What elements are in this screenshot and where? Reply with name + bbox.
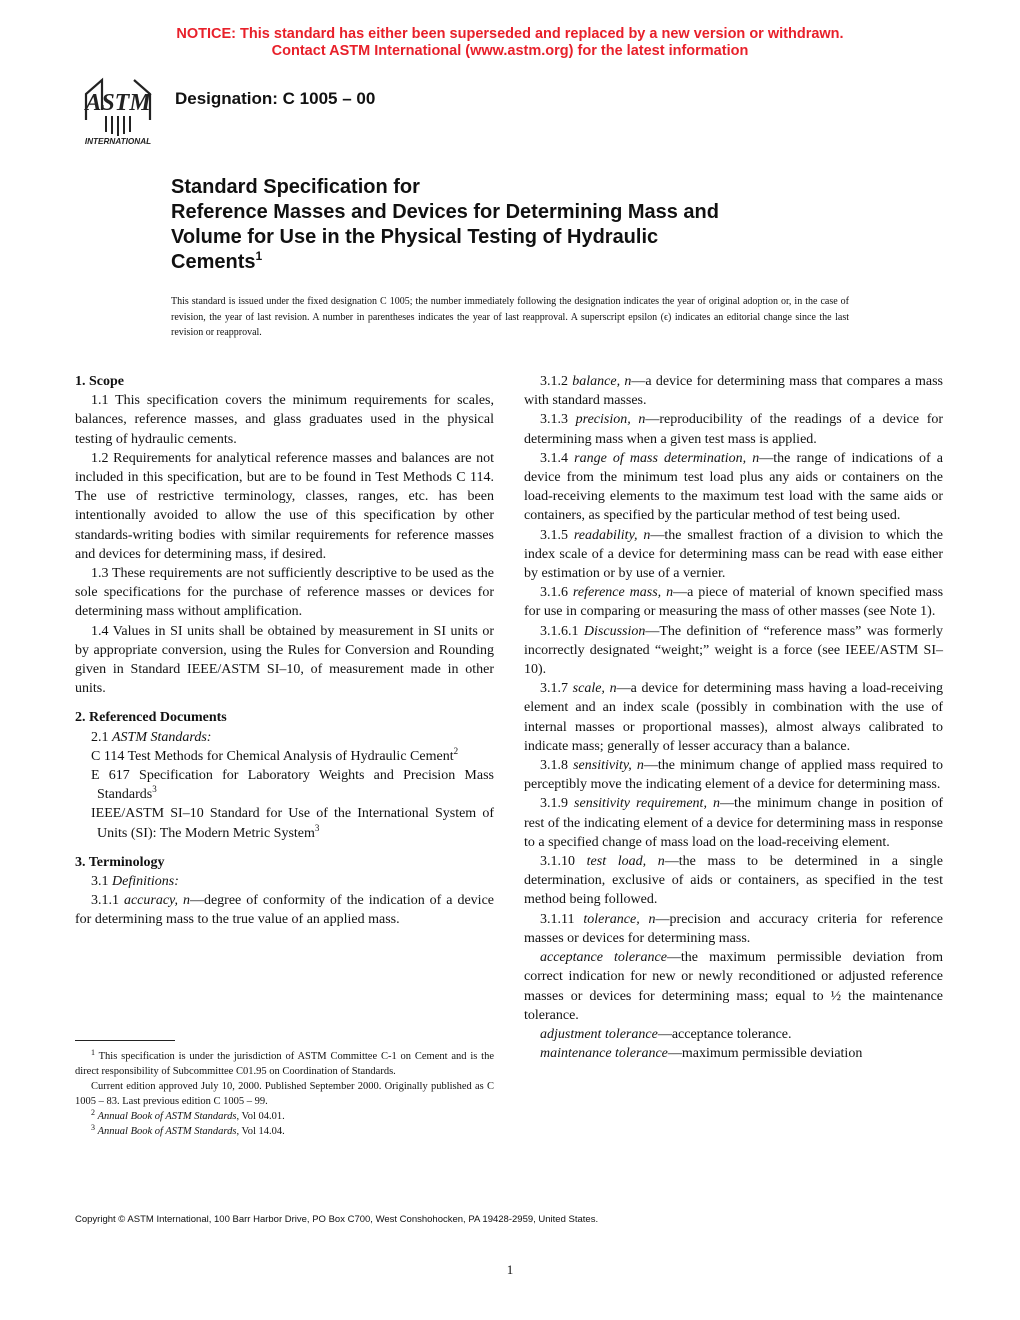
footnote-1-edition: Current edition approved July 10, 2000. Published September 2000. Originally published as C 1005 – 83. Last previous edition C 1005 – 99. xyxy=(75,1081,494,1107)
footnote-3 xyxy=(75,1124,494,1139)
right-column xyxy=(524,372,943,1063)
defined-term: precision, n xyxy=(575,412,646,428)
footnote-mark: 2 xyxy=(453,745,459,756)
designation: Designation: C 1005 – 00 xyxy=(175,89,376,108)
astm-logo xyxy=(76,76,160,146)
title-line-3: Volume for Use in the Physical Testing of Hydraulic xyxy=(171,226,659,248)
definition-text: —degree of conformity of the indication of a device for determining mass to the true value of an applied mass. xyxy=(75,893,495,928)
definition-sensitivity-requirement xyxy=(524,794,943,852)
definition-acceptance-tolerance xyxy=(524,948,943,1025)
clause-number: 3.1.5 xyxy=(540,527,574,543)
footnote-text: Annual Book of ASTM Standards xyxy=(97,1111,237,1122)
defined-term: maintenance tolerance xyxy=(540,1046,668,1062)
definition-text: —the maximum permissible deviation from correct indication for new or newly reconditioned or adjusted reference masses or devices for determining mass; equal to ½ the maintenance tolerance. xyxy=(524,950,944,1023)
footnote-divider xyxy=(75,1040,175,1041)
definition-text: —the range of indications of a device from the minimum test load plus any aids or containers on the load-receiving elements to the maximum test load with the same aids or containers, as specified by the particular method of test being used. xyxy=(524,450,943,524)
defined-term: accuracy, n xyxy=(123,893,190,909)
left-column xyxy=(75,372,494,930)
footnote-2 xyxy=(75,1109,494,1124)
definition-scale xyxy=(524,679,943,756)
paragraph-2-1 xyxy=(75,728,494,747)
definition-test-load xyxy=(524,852,943,910)
definition-maintenance-tolerance xyxy=(524,1044,943,1063)
clause-number: 3.1.6 xyxy=(540,585,573,601)
clause-number: 2.1 xyxy=(91,729,112,745)
paragraph-3-1 xyxy=(75,872,494,891)
definition-text: —the minimum change of applied mass required to perceptibly move the indicating element of a device for determining mass. xyxy=(524,758,944,793)
notice-line-2: Contact ASTM International (www.astm.org) for the latest information xyxy=(271,43,749,59)
reference-c114 xyxy=(75,747,494,766)
paragraph-1-3: 1.3 These requirements are not sufficiently descriptive to be used as the sole specifications for the purchase of reference masses or devices for determining mass without amplification. xyxy=(75,566,494,620)
section-heading-scope: 1. Scope xyxy=(75,374,124,389)
defined-term: sensitivity requirement, n xyxy=(574,796,720,812)
definition-sensitivity xyxy=(524,756,943,794)
issued-note: This standard is issued under the fixed designation C 1005; the number immediately following the designation indicates the year of original adoption or, in the case of revision, the year of last revision. A number in parentheses indicates the year of last reapproval. A superscript epsilon (ϵ) indicates an editorial change since the last revision or reapproval. xyxy=(171,296,849,338)
definition-accuracy xyxy=(75,891,494,929)
definition-reference-mass xyxy=(524,583,943,621)
defined-term: reference mass, n xyxy=(572,585,674,601)
clause-number: 3.1.8 xyxy=(540,758,574,774)
clause-number: 3.1 xyxy=(91,874,112,890)
footnote-mark: 2 xyxy=(91,1108,95,1117)
astm-logo-icon xyxy=(76,76,160,146)
discussion-reference-mass xyxy=(524,622,943,680)
definition-text: —a piece of material of known specified mass for use in comparing or measuring the mass of other masses (see Note 1). xyxy=(524,585,944,620)
definition-balance xyxy=(524,372,943,410)
paragraph-1-1: 1.1 This specification covers the minimum requirements for scales, balances, reference masses, and glass graduates used in the physical testing of hydraulic cements. xyxy=(75,393,494,447)
definition-text: —the smallest fraction of a division to which the index scale of a device for determining mass can be read with ease either by estimation or by use of a vernier. xyxy=(524,527,944,582)
clause-number: 3.1.11 xyxy=(540,911,584,927)
section-heading-terminology: 3. Terminology xyxy=(75,854,165,870)
definition-text: —the minimum change in position of rest of the indicating element of a device for determining mass in response to a specified change of mass load on the load-receiving element. xyxy=(524,796,943,850)
paragraph-1-2: 1.2 Requirements for analytical reference masses and balances are not included in this specification, but are to be found in Test Methods C 114. The use of restrictive terminology, classes, ranges, etc. has been intentionally avoided to allow the use of this specification by other standards-writing bodies with similar requirements for reference masses and devices for determining mass, if desired. xyxy=(75,450,494,562)
clause-number: 3.1.3 xyxy=(540,412,576,428)
definition-precision xyxy=(524,410,943,448)
clause-number: 3.1.10 xyxy=(540,854,587,870)
clause-term: Definitions: xyxy=(112,874,179,890)
reference-si10 xyxy=(75,804,494,842)
defined-term: acceptance tolerance xyxy=(540,950,667,966)
footnote-volume: , Vol 04.01. xyxy=(236,1111,285,1122)
clause-number: 3.1.9 xyxy=(540,796,575,812)
definition-text: —maximum permissible deviation xyxy=(667,1046,863,1062)
clause-number: 3.1.2 xyxy=(540,374,573,389)
reference-text: IEEE/ASTM SI–10 Standard for Use of the International System of Units (SI): The Modern Metric System xyxy=(91,806,494,841)
logo-subtext: INTERNATIONAL xyxy=(84,137,152,146)
paragraph-1-4: 1.4 Values in SI units shall be obtained by measurement in SI units or by appropriate conversion, using the Rules for Conversion and Rounding given in Standard IEEE/ASTM SI–10, of measurement made in other units. xyxy=(75,623,494,697)
defined-term: Discussion xyxy=(583,623,646,639)
clause-number: 3.1.6.1 xyxy=(540,623,584,639)
page-number: 1 xyxy=(506,1262,514,1277)
reference-text: E 617 Specification for Laboratory Weights and Precision Mass Standards xyxy=(91,768,494,803)
clause-term: ASTM Standards: xyxy=(112,729,212,745)
definition-text: —The definition of “reference mass” was formerly incorrectly designated “weight;” weight is a force (see IEEE/ASTM SI–10). xyxy=(524,623,943,678)
definition-text: —precision and accuracy criteria for reference masses or devices for determining mass. xyxy=(524,911,944,946)
defined-term: tolerance, n xyxy=(583,911,656,927)
definition-readability xyxy=(524,526,943,584)
definition-adjustment-tolerance xyxy=(524,1025,943,1044)
footnote-mark: 3 xyxy=(91,1123,95,1132)
defined-term: range of mass determination, n xyxy=(574,450,760,466)
title-line-1: Standard Specification for xyxy=(171,176,420,198)
document-title xyxy=(171,175,871,275)
definition-text: —a device for determining mass that compares a mass with standard masses. xyxy=(524,374,943,409)
title-line-4: Cements xyxy=(171,251,256,273)
clause-number: 3.1.4 xyxy=(540,450,575,466)
title-footnote-mark: 1 xyxy=(255,249,263,263)
title-line-2: Reference Masses and Devices for Determining Mass and xyxy=(171,201,719,223)
logo-text: ASTM xyxy=(85,90,151,116)
copyright-notice: Copyright © ASTM International, 100 Barr Harbor Drive, PO Box C700, West Conshohocken, PA 19428-2959, United States. xyxy=(75,1214,599,1225)
footnote-text: Annual Book of ASTM Standards xyxy=(97,1126,237,1137)
withdrawal-notice xyxy=(0,26,1020,60)
clause-number: 3.1.1 xyxy=(91,893,124,909)
defined-term: balance, n xyxy=(572,374,632,389)
definition-range xyxy=(524,449,943,526)
definition-text: —a device for determining mass having a load-receiving element and an index scale (possibly in combination with the use of internal masses or proportional masses), almost always calibrated to indicate mass; generally of lesser accuracy than a balance. xyxy=(524,681,944,754)
notice-line-1: NOTICE: This standard has either been superseded and replaced by a new version or withdrawn. xyxy=(176,26,844,42)
footnote-mark: 1 xyxy=(91,1048,95,1057)
section-heading-referenced-documents: 2. Referenced Documents xyxy=(75,710,227,726)
footnote-mark: 3 xyxy=(314,822,320,833)
defined-term: test load, n xyxy=(586,854,665,870)
defined-term: sensitivity, n xyxy=(573,758,644,774)
definition-text: —acceptance tolerance. xyxy=(657,1026,792,1042)
defined-term: readability, n xyxy=(573,527,651,543)
definition-text: —reproducibility of the readings of a device for determining mass when a given test mass is applied. xyxy=(524,412,944,447)
footnote-mark: 3 xyxy=(152,784,157,795)
footnotes xyxy=(75,1049,494,1139)
footnote-volume: , Vol 14.04. xyxy=(236,1126,285,1137)
reference-e617 xyxy=(75,766,494,804)
reference-text: C 114 Test Methods for Chemical Analysis of Hydraulic Cement xyxy=(91,748,454,764)
defined-term: scale, n xyxy=(572,681,617,697)
definition-tolerance xyxy=(524,910,943,948)
footnote-text: This specification is under the jurisdiction of ASTM Committee C-1 on Cement and is the direct responsibility of Subcommittee C01.95 on Coordination of Standards. xyxy=(75,1051,494,1077)
footnote-1 xyxy=(75,1049,494,1079)
clause-number: 3.1.7 xyxy=(540,681,573,697)
defined-term: adjustment tolerance xyxy=(540,1026,658,1042)
definition-text: —the mass to be determined in a single determination, exclusive of aids or containers, as specified in the test method being followed. xyxy=(524,854,944,908)
